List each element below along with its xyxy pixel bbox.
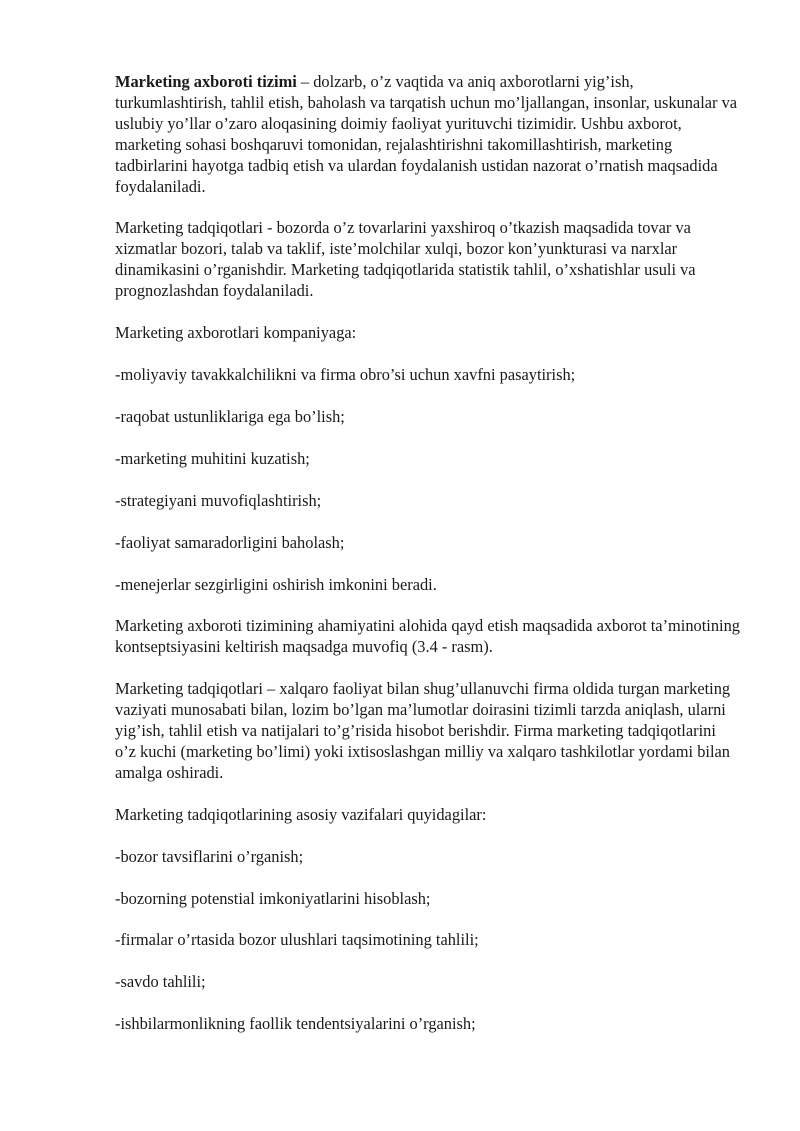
intro-paragraph: [115, 72, 740, 197]
list-item: -ishbilarmonlikning faollik tendentsiyalarini o’rganish;: [115, 1014, 476, 1034]
document-page: [115, 72, 740, 1056]
list-item: -bozor tavsiflarini o’rganish;: [115, 846, 304, 866]
research-definition-paragraph: Marketing tadqiqotlari - bozorda o’z tovarlarini yaxshiroq o’tkazish maqsadida tovar va xizmatlar bozori, talab va taklif, iste’molchilar xulqi, bozor kon’yunkturasi va narxlar dinamikasini o’rganishdir. Marketing tadqiqotlarida statistik tahlil, o’xshatishlar usuli va prognozlashdan foydalaniladi.: [115, 218, 696, 301]
concept-paragraph: Marketing axboroti tizimining ahamiyatini alohida qayd etish maqsadida axborot ta’minotining kontseptsiyasini keltirish maqsadga muvofiq (3.4 - rasm).: [115, 616, 740, 657]
list-item: -faoliyat samaradorligini baholash;: [115, 532, 345, 552]
list-item: -savdo tahlili;: [115, 972, 206, 992]
list-item: -firmalar o’rtasida bozor ulushlari taqsimotining tahlili;: [115, 930, 479, 950]
international-research-paragraph: Marketing tadqiqotlari – xalqaro faoliyat bilan shug’ullanuvchi firma oldida turgan marketing vaziyati munosabati bilan, lozim bo’lgan ma’lumotlar doirasini tizimli tarzda aniqlash, ularni yig’ish, tahlil etish va natijalari to’g’risida hisobot berishdir. Firma marketing tadqiqotlarini o’z kuchi (marketing bo’limi) yoki ixtisoslashgan milliy va xalqaro tashkilotlar yordami bilan amalga oshiradi.: [115, 679, 731, 782]
list-item: -raqobat ustunliklariga ega bo’lish;: [115, 406, 345, 426]
tasks-intro-paragraph: Marketing tadqiqotlarining asosiy vazifalari quyidagilar:: [115, 804, 487, 824]
list-item: -bozorning potenstial imkoniyatlarini hisoblash;: [115, 888, 431, 908]
benefits-intro-paragraph: Marketing axborotlari kompaniyaga:: [115, 323, 357, 343]
list-item: -menejerlar sezgirligini oshirish imkonini beradi.: [115, 574, 437, 594]
list-item: -strategiyani muvofiqlashtirish;: [115, 490, 322, 510]
intro-text: – dolzarb, o’z vaqtida va aniq axborotlarni yig’ish, turkumlashtirish, tahlil etish, baholash va tarqatish uchun mo’ljallangan, insonlar, uskunalar va uslubiy yo’llar o’zaro aloqasining doimiy faoliyat yurituvchi tizimidir. Ushbu axborot, marketing sohasi boshqaruvi tomonidan, rejalashtirishni takomillashtirish, marketing tadbirlarini hayotga tadbiq etish va ulardan foydalanish ustidan nazorat o’rnatish maqsadida foydalaniladi.: [115, 72, 738, 196]
list-item: -marketing muhitini kuzatish;: [115, 448, 310, 468]
intro-term: Marketing axboroti tizimi: [115, 72, 297, 91]
list-item: -moliyaviy tavakkalchilikni va firma obro’si uchun xavfni pasaytirish;: [115, 364, 576, 384]
